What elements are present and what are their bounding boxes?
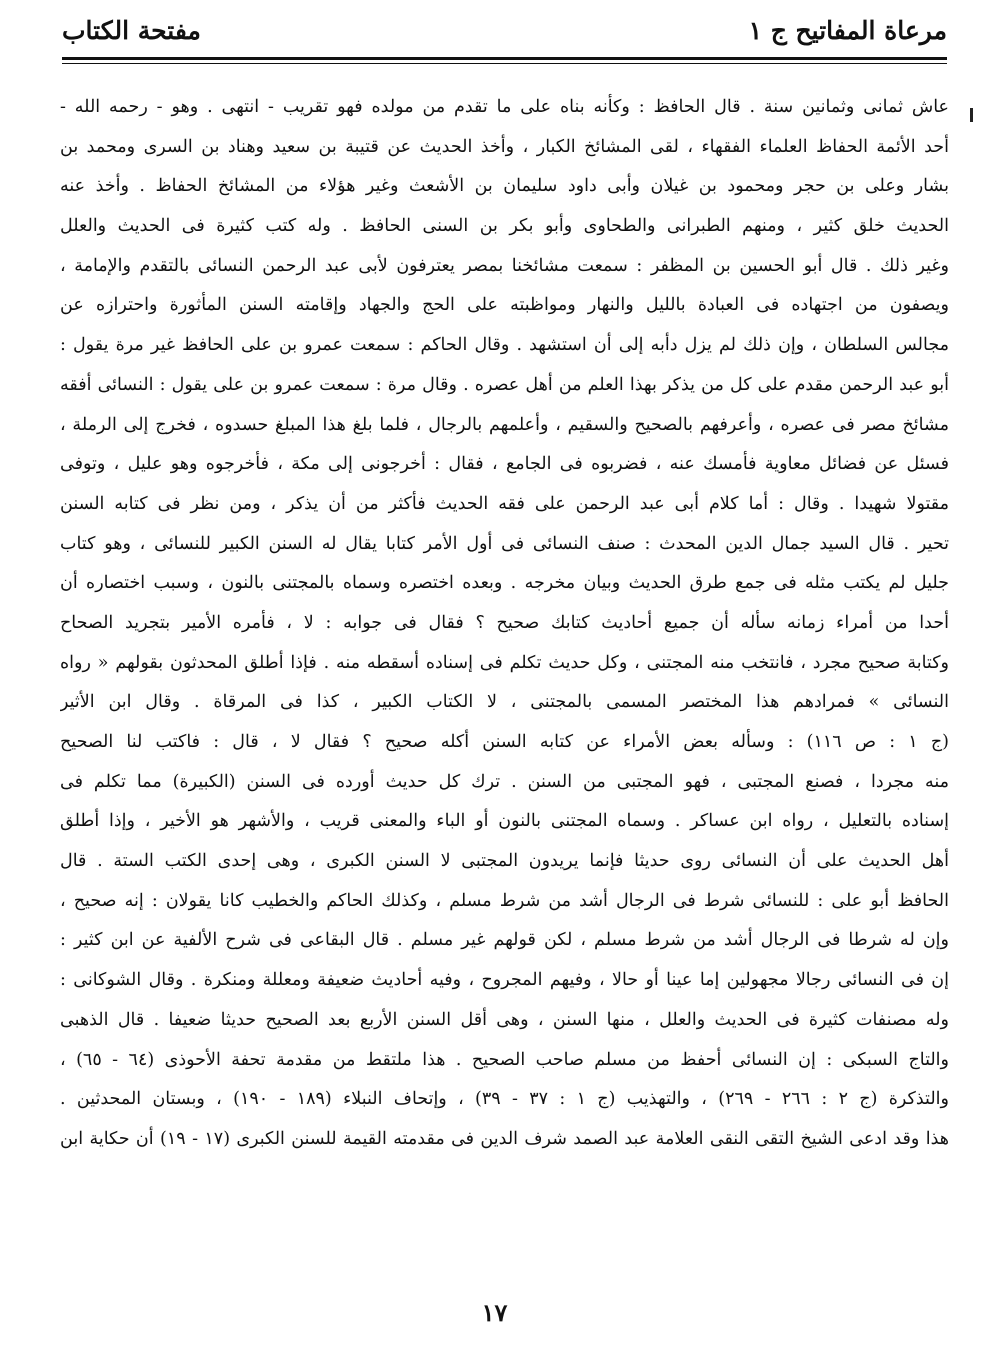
text-line: تحير . قال السيد جمال الدين المحدث : صنف النسائى فى أول الأمر كتابا يقال له السنن الكبير للنسائى ، وهو كتاب — [60, 533, 949, 554]
text-line: وكتابة صحيح مجرد ، فانتخب منه المجتنى ، وكل حديث تكلم فى إسناده أسقطه منه . فإذا أطلق المحدثون بقولهم « رواه — [60, 652, 949, 673]
text-line: ويصفون من اجتهاده فى العبادة بالليل والنهار ومواظبته على الحج والجهاد وإقامته السنن المأثورة واحترازه عن — [60, 295, 949, 316]
text-line: جليل لم يكتب مثله فى جمع طرق الحديث وبيان مخرجه . وبعده اختصره وسماه بالمجتنى بالنون ، وسبب اختصاره أن — [60, 573, 949, 594]
text-line: (ج ١ : ص ١١٦) : وسأله بعض الأمراء عن كتابه السنن أكله صحيح ؟ فقال لا ، قال : فاكتب لنا الصحيح — [60, 732, 949, 752]
text-line: منه مجردا ، فصنع المجتبى ، فهو المجتبى من السنن . ترك كل حديث أورده فى السنن (الكبيرة) مما تكلم فى — [60, 771, 949, 792]
running-header — [62, 14, 947, 54]
text-line: إن فى النسائى رجالا مجهولين إما عينا أو حالا ، وفيهم المجروح ، وفيه أحاديث ضعيفة ومعللة ومنكرة . وقال الشوكانى : — [60, 970, 949, 991]
text-line: الحافظ أبو على : للنسائى شرط فى الرجال أشد من شرط مسلم ، وكذلك الحاكم والخطيب كانا يقولان : إنه صحيح ، — [60, 890, 949, 911]
text-line: أحد الأئمة الحفاظ العلماء الفقهاء ، لقى المشائخ الكبار ، وأخذ الحديث عن قتيبة بن سعيد وهناد بن السرى ومحمد بن — [60, 136, 949, 157]
book-title: مرعاة المفاتيح ج ١ — [748, 16, 947, 45]
text-line: فسئل عن فضائل معاوية فأمسك عنه ، فضربوه فى الجامع ، فقال : أخرجونى إلى مكة ، فأخرجوه وهو عليل ، وتوفى — [60, 454, 949, 475]
text-line: مشائخ مصر فى عصره ، وأعرفهم بالصحيح والسقيم ، وأعلمهم بالرجال ، فلما بلغ هذا المبلغ حسدوه ، فخرج إلى الرملة ، — [60, 414, 949, 435]
text-line: وإن له شرطا فى الرجال أشد من شرط مسلم ، لكن قولهم غير مسلم . قال البقاعى فى شرح الألفية عن ابن كثير : — [60, 930, 949, 951]
text-line: أحدا من أمراء زمانه سأله أن جميع أحاديث كتابك صحيح ؟ فقال فى جوابه : لا ، فأمره الأمير بتجريد الصحاح — [60, 612, 949, 633]
header-rule-thin — [62, 63, 947, 64]
text-line: النسائى » فمرادهم هذا المختصر المسمى بالمجتنى ، لا الكتاب الكبير ، كذا فى المرقاة . وقال ابن الأثير — [60, 692, 949, 713]
text-line: أهل الحديث على أن النسائى روى حديثا فإنما يريدون المجتبى لا السنن الكبرى ، وهى إحدى الكتب الستة . قال — [60, 851, 949, 872]
text-line: أبو عبد الرحمن مقدم على كل من يذكر بهذا العلم من أهل عصره . وقال مرة : سمعت عمرو بن على يقول : النسائى أفقه — [60, 374, 949, 395]
header-rule-thick — [62, 57, 947, 60]
text-line: مجالس السلطان ، وإن ذلك لم يزل دأبه إلى أن استشهد . وقال الحاكم : سمعت عمرو بن على الحافظ غير مرة يقول : — [60, 335, 949, 356]
page-number: ١٧ — [481, 1298, 508, 1327]
text-line: والتذكرة (ج ٢ : ٢٦٦ - ٢٦٩) ، والتهذيب (ج ١ : ٣٧ - ٣٩) ، وإتحاف النبلاء (١٨٩ - ١٩٠) ، وبستان المحدثين . — [60, 1089, 949, 1110]
text-line: عاش ثمانی وثمانين سنة . قال الحافظ : وكأنه بناه على ما تقدم من مولده فهو تقريب - انتهى . وهو - رحمه الله - — [60, 97, 949, 117]
margin-mark — [970, 108, 973, 122]
text-line: هذا وقد ادعى الشيخ التقى النقى العلامة عبد الصمد شرف الدين فى مقدمته القيمة للسنن الكبرى (١٧ - ١٩) أن حكاية ابن — [60, 1128, 949, 1149]
text-line: الحديث خلق كثير ، ومنهم الطبرانى والطحاوى وأبو بكر بن السنى الحافظ . وله كتب كثيرة فى الحديث والعلل — [60, 216, 949, 237]
text-line: وغير ذلك . قال أبو الحسين بن المظفر : سمعت مشائخنا بمصر يعترفون لأبى عبد الرحمن النسائى بالتقدم والإمامة ، — [60, 255, 949, 276]
text-line: والتاج السبكى : إن النسائى أحفظ من مسلم صاحب الصحيح . هذا ملتقط من مقدمة تحفة الأحوذى (٦٤ - ٦٥) ، — [60, 1049, 949, 1070]
section-title: مفتحة الكتاب — [62, 16, 201, 45]
text-line: مقتولا شهيدا . وقال : أما كلام أبى عبد الرحمن على فقه الحديث فأكثر من أن يذكر ، ومن نظر فى كتابه السنن — [60, 493, 949, 514]
body-text — [60, 88, 949, 1160]
text-line: بشار وعلى بن حجر ومحمود بن غيلان وأبى داود سليمان بن الأشعث وغير هؤلاء من المشائخ الحفاظ . وأخذ عنه — [60, 176, 949, 197]
text-line: إسناده بالتعليل ، رواه ابن عساكر . وسماه المجتنى بالنون أو الباء والمعنى قريب ، والأشهر هو الأخير ، وإذا أطلق — [60, 811, 949, 832]
text-line: وله مصنفات كثيرة فى الحديث والعلل ، منها السنن ، وهى أقل السنن الأربع بعد الصحيح حديثا ضعيفا . قال الذهبى — [60, 1009, 949, 1030]
